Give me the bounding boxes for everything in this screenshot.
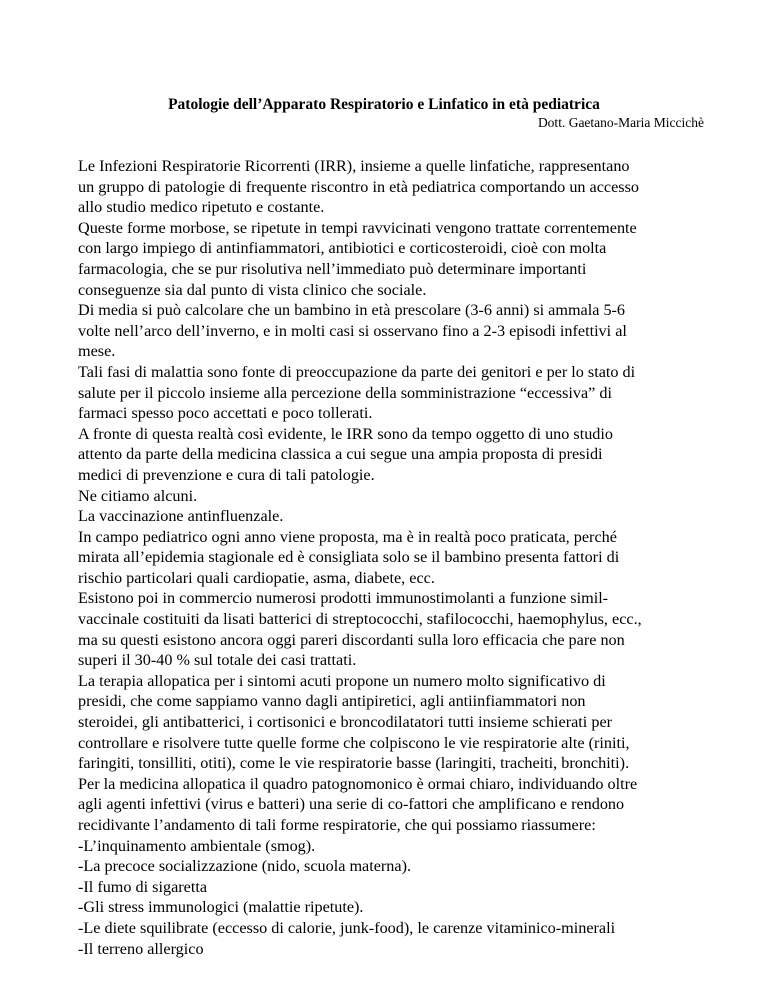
body-line: La terapia allopatica per i sintomi acuti propone un numero molto significativo di bbox=[78, 671, 606, 690]
document-title: Patologie dell’Apparato Respiratorio e Linfatico in età pediatrica bbox=[168, 96, 600, 113]
body-line: Queste forme morbose, se ripetute in tempi ravvicinati vengono trattate correntemente bbox=[78, 218, 637, 237]
body-line: mese. bbox=[78, 342, 116, 361]
body-line: Di media si può calcolare che un bambino in età prescolare (3-6 anni) si ammala 5-6 bbox=[78, 301, 626, 320]
body-line: agli agenti infettivi (virus e batteri) una serie di co-fattori che amplificano e rendono bbox=[78, 795, 625, 814]
document-body bbox=[78, 156, 718, 959]
body-line: steroidei, gli antibatterici, i cortisonici e broncodilatatori tutti insieme schierati per bbox=[78, 713, 613, 732]
body-line: controllare e risolvere tutte quelle forme che colpiscono le vie respiratorie alte (riniti, bbox=[78, 733, 630, 752]
body-line: Per la medicina allopatica il quadro patognomonico è ormai chiaro, individuando oltre bbox=[78, 774, 638, 793]
body-line: presidi, che come sappiamo vanno dagli antipiretici, agli antiinfiammatori non bbox=[78, 692, 586, 711]
body-line: superi il 30-40 % sul totale dei casi trattati. bbox=[78, 651, 357, 670]
body-line: La vaccinazione antinfluenzale. bbox=[78, 507, 284, 526]
body-line: un gruppo di patologie di frequente riscontro in età pediatrica comportando un accesso bbox=[78, 177, 639, 196]
body-line: A fronte di questa realtà così evidente, le IRR sono da tempo oggetto di uno studio bbox=[78, 424, 613, 443]
body-line: farmacologia, che se pur risolutiva nell’immediato può determinare importanti bbox=[78, 259, 587, 278]
list-item: -L’inquinamento ambientale (smog). bbox=[78, 836, 316, 855]
body-line: Ne citiamo alcuni. bbox=[78, 486, 198, 505]
body-line: attento da parte della medicina classica a cui segue una ampia proposta di presidi bbox=[78, 445, 603, 464]
body-line: medici di prevenzione e cura di tali patologie. bbox=[78, 465, 375, 484]
body-line: volte nell’arco dell’inverno, e in molti casi si osservano fino a 2-3 episodi infettivi al bbox=[78, 321, 627, 340]
list-item: -Il fumo di sigaretta bbox=[78, 877, 208, 896]
body-line: faringiti, tonsilliti, otiti), come le vie respiratorie basse (laringiti, tracheiti, bronchiti). bbox=[78, 754, 630, 773]
body-line: conseguenze sia dal punto di vista clinico che sociale. bbox=[78, 280, 427, 299]
body-line: Tali fasi di malattia sono fonte di preoccupazione da parte dei genitori e per lo stato di bbox=[78, 362, 636, 381]
list-item: -Le diete squilibrate (eccesso di calorie, junk-food), le carenze vitaminico-minerali bbox=[78, 918, 616, 937]
body-line: Le Infezioni Respiratorie Ricorrenti (IRR), insieme a quelle linfatiche, rappresentano bbox=[78, 157, 630, 175]
body-line: vaccinale costituiti da lisati batterici di streptococchi, stafilococchi, haemophylus, ecc., bbox=[78, 610, 642, 629]
body-line: rischio particolari quali cardiopatie, asma, diabete, ecc. bbox=[78, 568, 435, 587]
body-line: In campo pediatrico ogni anno viene proposta, ma è in realtà poco praticata, perché bbox=[78, 527, 617, 546]
body-line: recidivante l’andamento di tali forme respiratorie, che qui possiamo riassumere: bbox=[78, 816, 596, 834]
document-author: Dott. Gaetano-Maria Miccichè bbox=[537, 115, 704, 130]
body-line: Esistono poi in commercio numerosi prodotti immunostimolanti a funzione simil- bbox=[78, 589, 609, 608]
list-item: -La precoce socializzazione (nido, scuola materna). bbox=[78, 857, 412, 876]
body-line: salute per il piccolo insieme alla percezione della somministrazione “eccessiva” di bbox=[78, 383, 612, 402]
list-item: -Gli stress immunologici (malattie ripetute). bbox=[78, 898, 364, 917]
body-line: con largo impiego di antinfiammatori, antibiotici e corticosteroidi, cioè con molta bbox=[78, 239, 607, 258]
body-line: farmaci spesso poco accettati e poco tollerati. bbox=[78, 404, 373, 423]
body-line: mirata all’epidemia stagionale ed è consigliata solo se il bambino presenta fattori di bbox=[78, 548, 620, 567]
list-item: -Il terreno allergico bbox=[78, 939, 204, 958]
body-line: allo studio medico ripetuto e costante. bbox=[78, 198, 325, 217]
body-line: ma su questi esistono ancora oggi pareri discordanti sulla loro efficacia che pare non bbox=[78, 630, 625, 649]
